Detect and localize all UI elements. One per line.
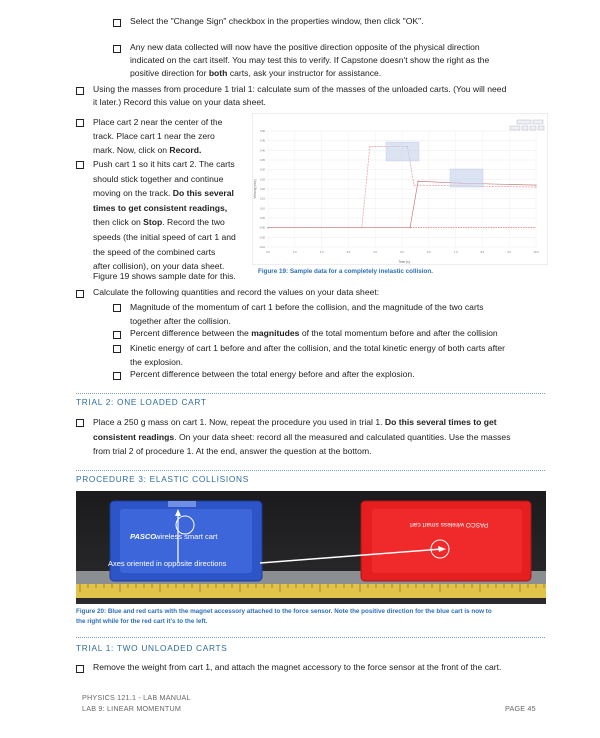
toolbar-icon: [533, 120, 543, 124]
toolbar-icon: [510, 126, 520, 130]
data-point: [413, 185, 414, 186]
selection-box: [386, 142, 419, 161]
footer-lab: LAB 9: LINEAR MOMENTUM: [82, 704, 182, 713]
section-heading-procedure-3: PROCEDURE 3: ELASTIC COLLISIONS: [76, 474, 249, 484]
x-tick-label: 2.0: [319, 251, 324, 254]
ruler: [76, 584, 546, 598]
figure-19-reference: Figure 19 shows sample date for this.: [93, 271, 236, 281]
y-tick-label: 0.05: [259, 217, 265, 220]
data-point: [535, 185, 536, 186]
footer-page: PAGE 45: [505, 704, 536, 713]
y-tick-label: -0.10: [259, 246, 265, 249]
figure-19-chart: [252, 113, 548, 265]
figure-20-caption: Figure 20: Blue and red carts with the magnet accessory attached to the force sensor. Note the positive direction for the blue cart is now to the right while for the red cart it's to the left.: [76, 608, 492, 625]
checkbox: [76, 87, 84, 95]
selection-box: [450, 169, 483, 187]
step-calculate: Calculate the following quantities and record the values on your data sheet:: [93, 287, 380, 297]
y-tick-label: 0.50: [259, 130, 265, 133]
y-tick-label: 0.25: [259, 178, 265, 182]
toolbar-icon: [530, 126, 536, 130]
x-tick-label: 9.0: [507, 251, 512, 254]
figure-19-caption: Figure 19: Sample data for a completely inelastic collision.: [258, 268, 433, 275]
checkbox: [76, 290, 84, 298]
divider: [76, 470, 545, 471]
footer-course: PHYSICS 121.1 - LAB MANUAL: [82, 693, 191, 702]
blue-cart-label: wireless smart cart: [155, 532, 218, 541]
sub-step-percent-momentum: Percent difference between the magnitudes of the total momentum before and after the collision: [130, 328, 498, 338]
divider: [76, 393, 545, 394]
toolbar-icon: [538, 126, 544, 130]
checkbox: [76, 161, 84, 169]
y-tick-label: 0.15: [259, 197, 265, 201]
x-tick-label: 8.0: [480, 251, 485, 254]
data-point: [409, 227, 410, 228]
sub-step-percent-energy: Percent difference between the total energy before and after the explosion.: [130, 369, 415, 379]
data-point: [369, 146, 370, 147]
y-tick-label: 0.30: [259, 168, 265, 172]
sub-step-change-sign: Select the "Change Sign" checkbox in the properties window, then click "OK".: [130, 16, 424, 26]
x-tick-label: 6.0: [426, 251, 431, 254]
figure-20-photo: [76, 491, 546, 604]
y-tick-label: -0.00: [259, 226, 265, 230]
y-tick-label: 0.45: [259, 139, 265, 143]
red-cart-label: PASCO wireless smart cart: [409, 521, 489, 528]
step-sum-masses: Using the masses from procedure 1 trial 1: calculate sum of the masses of the unloaded carts. (You will need it later.) Record this value on your data sheet.: [93, 84, 507, 107]
data-point: [417, 181, 418, 182]
sub-step-momentum: Magnitude of the momentum of cart 1 before the collision, and the magnitude of the two carts together after the collision.: [130, 302, 484, 326]
checkbox: [113, 345, 121, 353]
y-tick-label: -0.05: [259, 236, 265, 240]
step-remove-weight: Remove the weight from cart 1, and attach the magnet accessory to the force sensor at the front of the cart.: [93, 662, 502, 672]
step-push-cart: Push cart 1 so it hits cart 2. The carts should stick together and continue moving on the track. Do this several times to get consistent readings, then click on Stop. Record the two speeds (the initial speed of cart 1 and the speed of the combined carts after collision), on your data sheet.: [93, 159, 236, 272]
checkbox: [76, 665, 84, 673]
y-tick-label: 0.35: [259, 159, 265, 162]
toolbar-icon: [522, 126, 528, 130]
photo-annotation: Axes oriented in opposite directions: [108, 559, 227, 568]
data-point: [535, 186, 536, 187]
section-heading-trial-2: TRIAL 2: ONE LOADED CART: [76, 397, 207, 407]
x-tick-label: 10.0: [533, 251, 539, 254]
x-tick-label: 4.0: [373, 251, 378, 254]
data-point: [267, 227, 268, 228]
x-tick-label: 3.0: [346, 251, 351, 254]
x-tick-label: 0.0: [266, 251, 270, 254]
x-axis-label: Time (s): [398, 260, 410, 264]
checkbox: [113, 331, 121, 339]
checkbox: [113, 45, 121, 53]
step-place-cart: Place cart 2 near the center of the track. Place cart 1 near the zero mark. Now, click on Record.: [93, 117, 223, 155]
section-heading-trial-1: TRIAL 1: TWO UNLOADED CARTS: [76, 643, 228, 653]
x-tick-label: 7.0: [453, 251, 458, 254]
toolbar-icon: [517, 120, 531, 124]
y-tick-label: 0.40: [259, 149, 265, 153]
x-tick-label: 1.0: [292, 251, 297, 254]
checkbox: [113, 304, 121, 312]
checkbox: [76, 119, 84, 127]
sub-step-data-direction: Any new data collected will now have the positive direction opposite of the physical direction indicated on the cart itself. You may test this to verify. If Capstone doesn't show the right as the positive direction for both carts, ask your instructor for assistance.: [130, 42, 490, 78]
y-tick-label: 0.20: [259, 188, 265, 191]
step-loaded-cart: Place a 250 g mass on cart 1. Now, repeat the procedure you used in trial 1. Do this several times to get consistent readings. On your data sheet: record all the measured and calculated quantities. Use the masses from trial 2 of procedure 1. At the end, answer the question at the bottom.: [93, 417, 511, 456]
checkbox: [113, 372, 121, 380]
y-tick-label: 0.10: [259, 207, 265, 211]
checkbox: [113, 19, 121, 27]
y-axis-label: Velocity (m/s): [253, 179, 257, 199]
blue-cart-brand: PASCO: [130, 532, 157, 541]
x-tick-label: 5.0: [400, 251, 404, 254]
divider: [76, 637, 545, 638]
checkbox: [76, 419, 84, 427]
sub-step-kinetic-energy: Kinetic energy of cart 1 before and after the collision, and the total kinetic energy of both carts after the explosion.: [130, 343, 505, 367]
